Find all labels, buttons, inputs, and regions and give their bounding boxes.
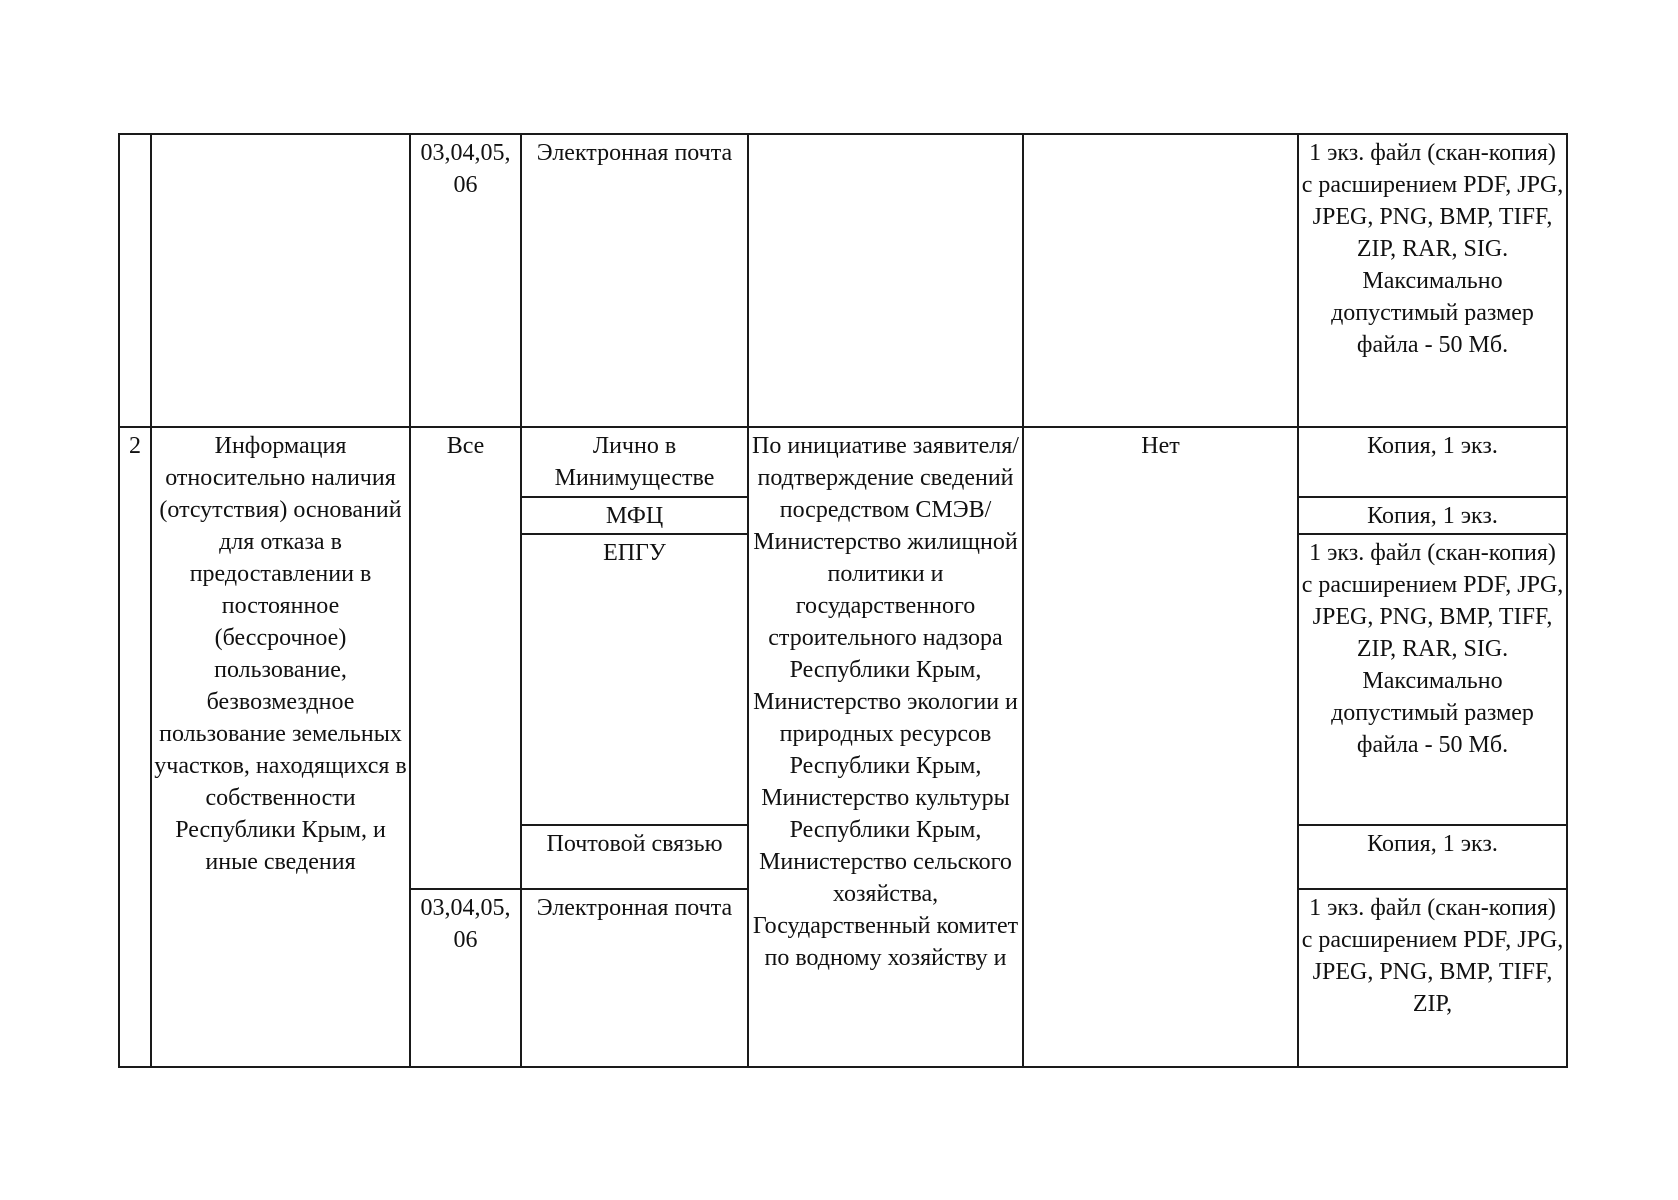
codes-cell: 03,04,05, 06 (410, 889, 521, 1067)
info-cell: Информация относительно наличия (отсутствия) оснований для отказа в предоставлении в постоянное (бессрочное) пользование, безвозмездное пользование земельных участков, находящихся в собственности Республики Крым, и иные сведения (151, 427, 410, 1067)
table-row (119, 134, 1567, 427)
form-cell: Копия, 1 экз. (1298, 825, 1567, 889)
method-cell: Лично в Минимуществе (521, 427, 748, 497)
table-row (119, 427, 1567, 497)
form-cell: Копия, 1 экз. (1298, 497, 1567, 534)
form-cell: 1 экз. файл (скан-копия) с расширением PDF, JPG, JPEG, PNG, BMP, TIFF, ZIP, (1298, 889, 1567, 1067)
basis-cell: По инициативе заявителя/ подтверждение сведений посредством СМЭВ/ Министерство жилищной политики и государственного строительного надзора Республики Крым, Министерство экологии и природных ресурсов Республики Крым, Министерство культуры Республики Крым, Министерство сельского хозяйства, Государственный комитет по водному хозяйству и (748, 427, 1023, 1067)
required-cell (1023, 134, 1298, 427)
documents-table (118, 133, 1568, 1068)
form-cell: 1 экз. файл (скан-копия) с расширением PDF, JPG, JPEG, PNG, BMP, TIFF, ZIP, RAR, SIG. Максимально допустимый размер файла - 50 Мб. (1298, 134, 1567, 427)
method-cell: Электронная почта (521, 134, 748, 427)
method-cell: Почтовой связью (521, 825, 748, 889)
form-cell: Копия, 1 экз. (1298, 427, 1567, 497)
required-cell: Нет (1023, 427, 1298, 1067)
basis-cell (748, 134, 1023, 427)
info-cell (151, 134, 410, 427)
method-cell: Электронная почта (521, 889, 748, 1067)
codes-cell: 03,04,05, 06 (410, 134, 521, 427)
method-cell: МФЦ (521, 497, 748, 534)
row-number-cell: 2 (119, 427, 151, 1067)
method-cell: ЕПГУ (521, 534, 748, 825)
codes-cell: Все (410, 427, 521, 889)
form-cell: 1 экз. файл (скан-копия) с расширением PDF, JPG, JPEG, PNG, BMP, TIFF, ZIP, RAR, SIG. Максимально допустимый размер файла - 50 Мб. (1298, 534, 1567, 825)
row-number-cell (119, 134, 151, 427)
